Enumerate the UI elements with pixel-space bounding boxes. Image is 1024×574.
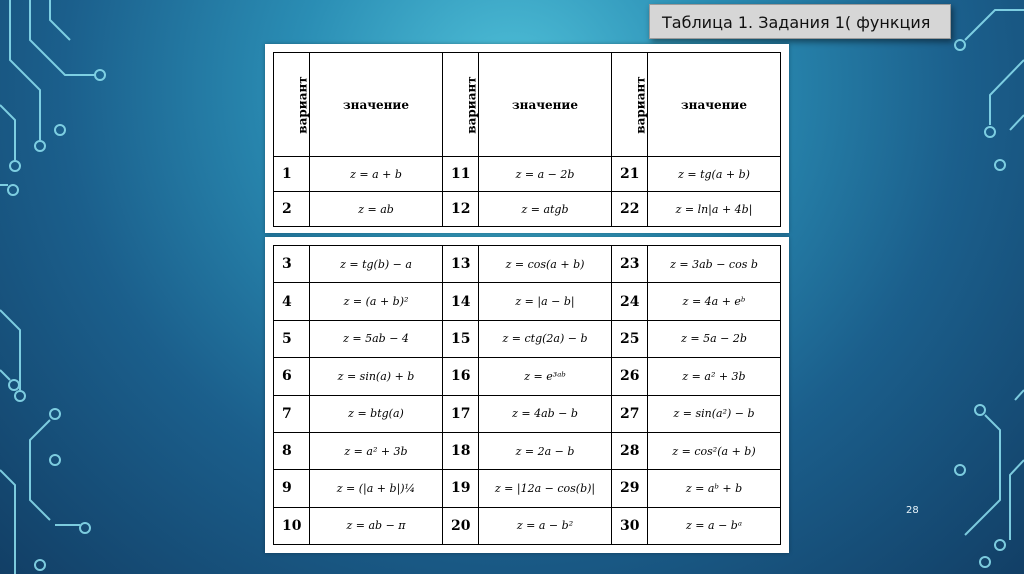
function-expression: z = (a + b)²	[310, 283, 443, 320]
table-row	[274, 395, 781, 432]
variant-number: 23	[612, 246, 648, 283]
variant-number: 8	[274, 432, 310, 469]
variant-number: 6	[274, 358, 310, 395]
variant-header: вариант	[443, 53, 479, 157]
variant-number: 12	[443, 192, 479, 227]
table-row	[274, 283, 781, 320]
variant-number: 13	[443, 246, 479, 283]
variant-number: 22	[612, 192, 648, 227]
variant-number: 24	[612, 283, 648, 320]
value-header: значение	[648, 53, 781, 157]
function-expression: z = cos²(a + b)	[648, 432, 781, 469]
function-expression: z = 4a + eᵇ	[648, 283, 781, 320]
variants-table-bottom	[273, 245, 781, 545]
variant-number: 5	[274, 320, 310, 357]
table-row	[274, 157, 781, 192]
slide-title: Таблица 1. Задания 1( функция	[649, 4, 951, 39]
variant-number: 21	[612, 157, 648, 192]
variant-number: 11	[443, 157, 479, 192]
variant-number: 26	[612, 358, 648, 395]
variant-number: 27	[612, 395, 648, 432]
value-header: значение	[479, 53, 612, 157]
function-expression: z = ab − π	[310, 507, 443, 544]
variant-number: 2	[274, 192, 310, 227]
table-row	[274, 358, 781, 395]
table-row	[274, 432, 781, 469]
variant-number: 3	[274, 246, 310, 283]
variant-number: 28	[612, 432, 648, 469]
function-expression: z = a + b	[310, 157, 443, 192]
function-expression: z = a − b²	[479, 507, 612, 544]
function-expression: z = tg(b) − a	[310, 246, 443, 283]
function-expression: z = cos(a + b)	[479, 246, 612, 283]
table-row	[274, 246, 781, 283]
function-expression: z = a² + 3b	[648, 358, 781, 395]
variant-number: 10	[274, 507, 310, 544]
variant-number: 4	[274, 283, 310, 320]
variant-header: вариант	[612, 53, 648, 157]
table-row	[274, 192, 781, 227]
variant-number: 1	[274, 157, 310, 192]
function-expression: z = sin(a²) − b	[648, 395, 781, 432]
variant-number: 20	[443, 507, 479, 544]
variants-table-top	[273, 52, 781, 227]
value-header: значение	[310, 53, 443, 157]
function-expression: z = 3ab − cos b	[648, 246, 781, 283]
function-expression: z = a − 2b	[479, 157, 612, 192]
function-expression: z = 5a − 2b	[648, 320, 781, 357]
function-expression: z = |12a − cos(b)|	[479, 470, 612, 507]
variant-number: 18	[443, 432, 479, 469]
function-expression: z = 5ab − 4	[310, 320, 443, 357]
variant-number: 29	[612, 470, 648, 507]
table-row	[274, 470, 781, 507]
table-header-row	[274, 53, 781, 157]
function-expression: z = 2a − b	[479, 432, 612, 469]
table-top	[265, 44, 789, 233]
variant-number: 25	[612, 320, 648, 357]
function-expression: z = e³ᵃᵇ	[479, 358, 612, 395]
function-expression: z = ctg(2a) − b	[479, 320, 612, 357]
function-expression: z = |a − b|	[479, 283, 612, 320]
function-expression: z = 4ab − b	[479, 395, 612, 432]
variant-number: 14	[443, 283, 479, 320]
function-expression: z = btg(a)	[310, 395, 443, 432]
variant-number: 7	[274, 395, 310, 432]
function-expression: z = ln|a + 4b|	[648, 192, 781, 227]
variant-number: 9	[274, 470, 310, 507]
variant-number: 30	[612, 507, 648, 544]
table-row	[274, 320, 781, 357]
function-expression: z = sin(a) + b	[310, 358, 443, 395]
function-expression: z = a − bᵃ	[648, 507, 781, 544]
page-number: 28	[906, 505, 919, 516]
function-expression: z = tg(a + b)	[648, 157, 781, 192]
variant-number: 17	[443, 395, 479, 432]
function-expression: z = (|a + b|)¼	[310, 470, 443, 507]
function-expression: z = atgb	[479, 192, 612, 227]
table-row	[274, 507, 781, 544]
variant-header: вариант	[274, 53, 310, 157]
variant-number: 16	[443, 358, 479, 395]
function-expression: z = ab	[310, 192, 443, 227]
function-expression: z = a² + 3b	[310, 432, 443, 469]
variant-number: 15	[443, 320, 479, 357]
function-expression: z = aᵇ + b	[648, 470, 781, 507]
table-bottom	[265, 237, 789, 553]
variant-number: 19	[443, 470, 479, 507]
